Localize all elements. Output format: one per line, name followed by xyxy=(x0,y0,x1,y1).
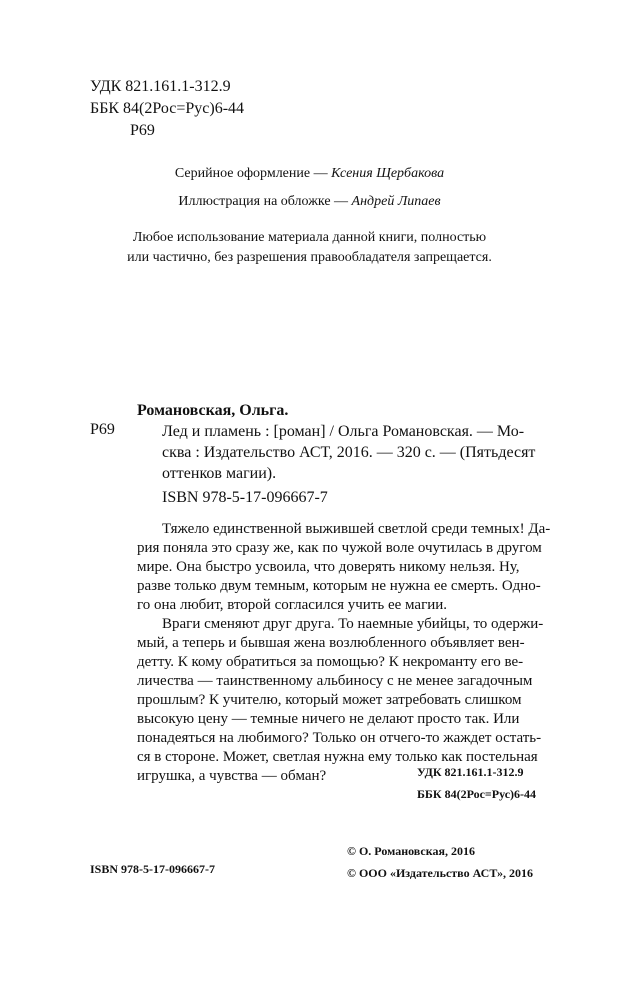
bbk-code: ББК 84(2Рос=Рус)6-44 xyxy=(90,100,245,117)
annotation xyxy=(137,520,572,786)
catalog-author: Романовская, Ольга. xyxy=(137,402,289,419)
catalog-code: Р69 xyxy=(90,421,115,438)
author-code: Р69 xyxy=(130,122,155,139)
annotation-line: ся в стороне. Может, светлая нужна ему только как постельная xyxy=(137,749,538,765)
footer-udk: УДК 821.161.1-312.9 xyxy=(417,765,524,779)
annotation-line: детту. К кому обратиться за помощью? К некроманту его ве- xyxy=(137,654,524,670)
footer-isbn: ISBN 978-5-17-096667-7 xyxy=(90,862,215,876)
copyright-author: © О. Романовская, 2016 xyxy=(347,844,475,858)
annotation-paragraph xyxy=(137,520,572,615)
footer-copyright xyxy=(347,840,533,884)
usage-notice-line: или частично, без разрешения правообладателя запрещается. xyxy=(127,250,492,265)
catalog-entry xyxy=(162,421,572,484)
annotation-line: понадеяться на любимого? Только он отчего-то жаждет остать- xyxy=(137,730,542,746)
copyright-publisher: © ООО «Издательство АСТ», 2016 xyxy=(347,866,534,880)
annotation-line: игрушка, а чувства — обман? xyxy=(137,768,327,784)
cover-illustration-credit xyxy=(0,188,619,216)
catalog-entry-line: оттенков магии). xyxy=(162,465,277,482)
annotation-line: личества — таинственному альбиносу с не менее загадочным xyxy=(137,673,533,689)
footer-classification xyxy=(417,761,536,805)
series-design-name: Ксения Щербакова xyxy=(331,166,445,181)
annotation-line: мый, а теперь и бывшая жена возлюбленного объявляет вен- xyxy=(137,635,525,651)
footer-bbk: ББК 84(2Рос=Рус)6-44 xyxy=(417,787,537,801)
catalog-isbn: ISBN 978-5-17-096667-7 xyxy=(162,489,328,506)
cover-illustration-label: Иллюстрация на обложке — xyxy=(178,194,349,209)
annotation-line: прошлым? К учителю, который может затребовать слишком xyxy=(137,692,522,708)
classification-block xyxy=(90,76,244,142)
udk-code: УДК 821.161.1-312.9 xyxy=(90,78,231,95)
credits-block xyxy=(0,160,619,216)
annotation-line: Враги сменяют друг друга. То наемные убийцы, то одержи- xyxy=(162,616,544,632)
usage-notice-line: Любое использование материала данной книги, полностью xyxy=(132,230,487,245)
catalog-entry-line: сква : Издательство АСТ, 2016. — 320 с. — (Пятьдесят xyxy=(162,444,536,461)
annotation-line: разве только двум темным, которым не нужна ее смерть. Одно- xyxy=(137,578,541,594)
annotation-line: мире. Она быстро усвоила, что доверять никому нельзя. Ну, xyxy=(137,559,520,575)
annotation-line: рия поняла это сразу же, как по чужой воле очутилась в другом xyxy=(137,540,542,556)
catalog-entry-line: Лед и пламень : [роман] / Ольга Романовская. — Мо- xyxy=(162,423,525,440)
annotation-line: высокую цену — темные ничего не делают просто так. Или xyxy=(137,711,520,727)
series-design-label: Серийное оформление — xyxy=(174,166,328,181)
cover-illustration-name: Андрей Липаев xyxy=(351,194,441,209)
annotation-line: Тяжело единственной выжившей светлой среди темных! Да- xyxy=(162,521,551,537)
annotation-line: го она любит, второй согласился учить ее магии. xyxy=(137,597,448,613)
series-design-credit xyxy=(0,160,619,188)
usage-notice xyxy=(0,228,619,268)
